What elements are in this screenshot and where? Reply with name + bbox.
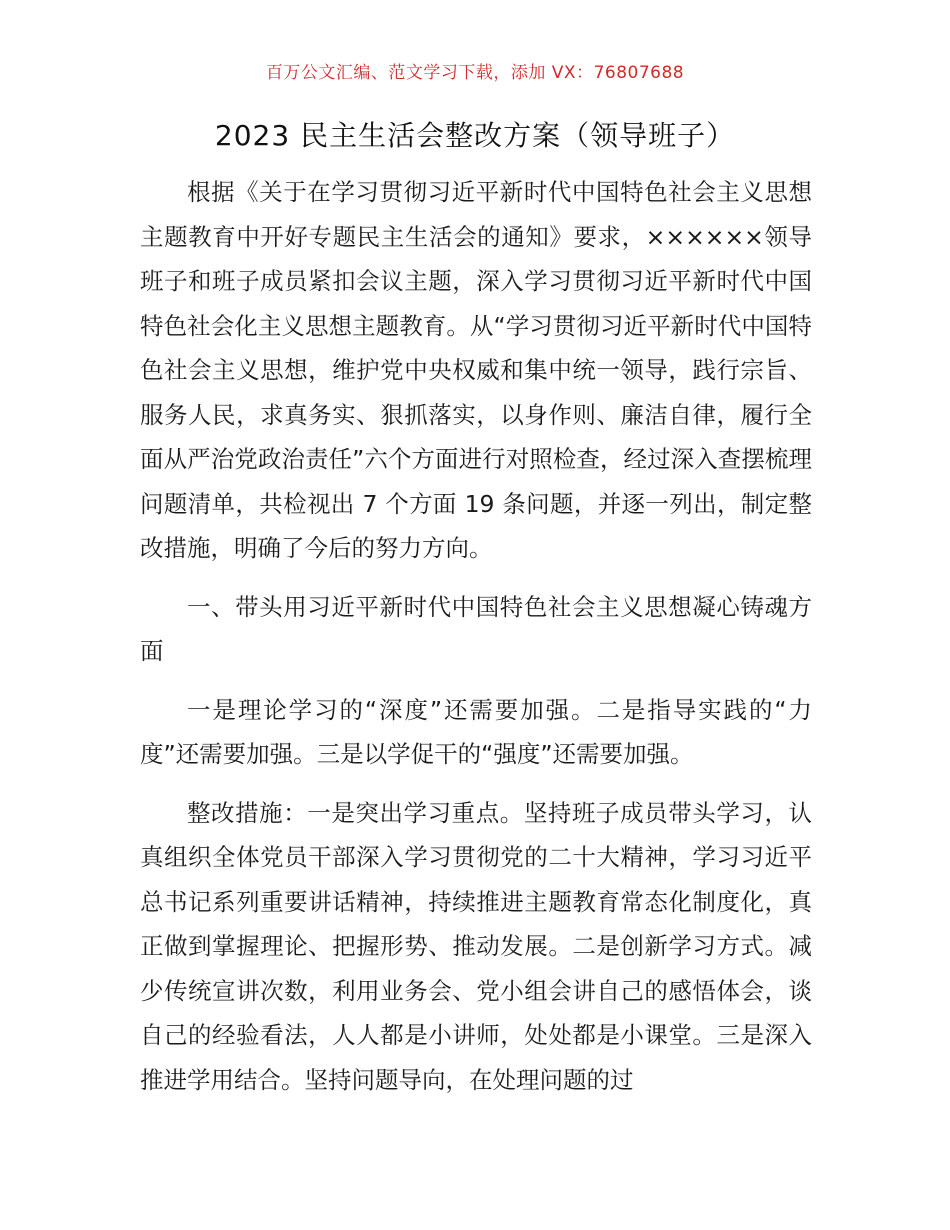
document-body — [140, 170, 812, 1102]
paragraph-intro: 根据《关于在学习贯彻习近平新时代中国特色社会主义思想主题教育中开好专题民主生活会的通知》要求，××××××领导班子和班子成员紧扣会议主题，深入学习贯彻习近平新时代中国特色社会化主义思想主题教育。从“学习贯彻习近平新时代中国特色社会主义思想，维护党中央权威和集中统一领导，践行宗旨、服务人民，求真务实、狠抓落实，以身作则、廉洁自律，履行全面从严治党政治责任”六个方面进行对照检查，经过深入查摆梳理问题清单，共检视出 7 个方面 19 条问题，并逐一列出，制定整改措施，明确了今后的努力方向。 — [140, 178, 812, 562]
header-banner: 百万公文汇编、范文学习下载，添加 VX：76807688 — [265, 63, 685, 83]
paragraph-problems: 一是理论学习的“深度”还需要加强。二是指导实践的“力度”还需要加强。三是以学促干的“强度”还需要加强。 — [140, 695, 812, 768]
document-title: 2023 民主生活会整改方案（领导班子） — [214, 119, 736, 152]
section-heading-1: 一、带头用习近平新时代中国特色社会主义思想凝心铸魂方面 — [140, 592, 812, 665]
paragraph-measures: 整改措施：一是突出学习重点。坚持班子成员带头学习，认真组织全体党员干部深入学习贯彻党的二十大精神，学习习近平总书记系列重要讲话精神，持续推进主题教育常态化制度化，真正做到掌握理论、把握形势、推动发展。二是创新学习方式。减少传统宣讲次数，利用业务会、党小组会讲自己的感悟体会，谈自己的经验看法，人人都是小讲师，处处都是小课堂。三是深入推进学用结合。坚持问题导向，在处理问题的过 — [140, 798, 812, 1094]
